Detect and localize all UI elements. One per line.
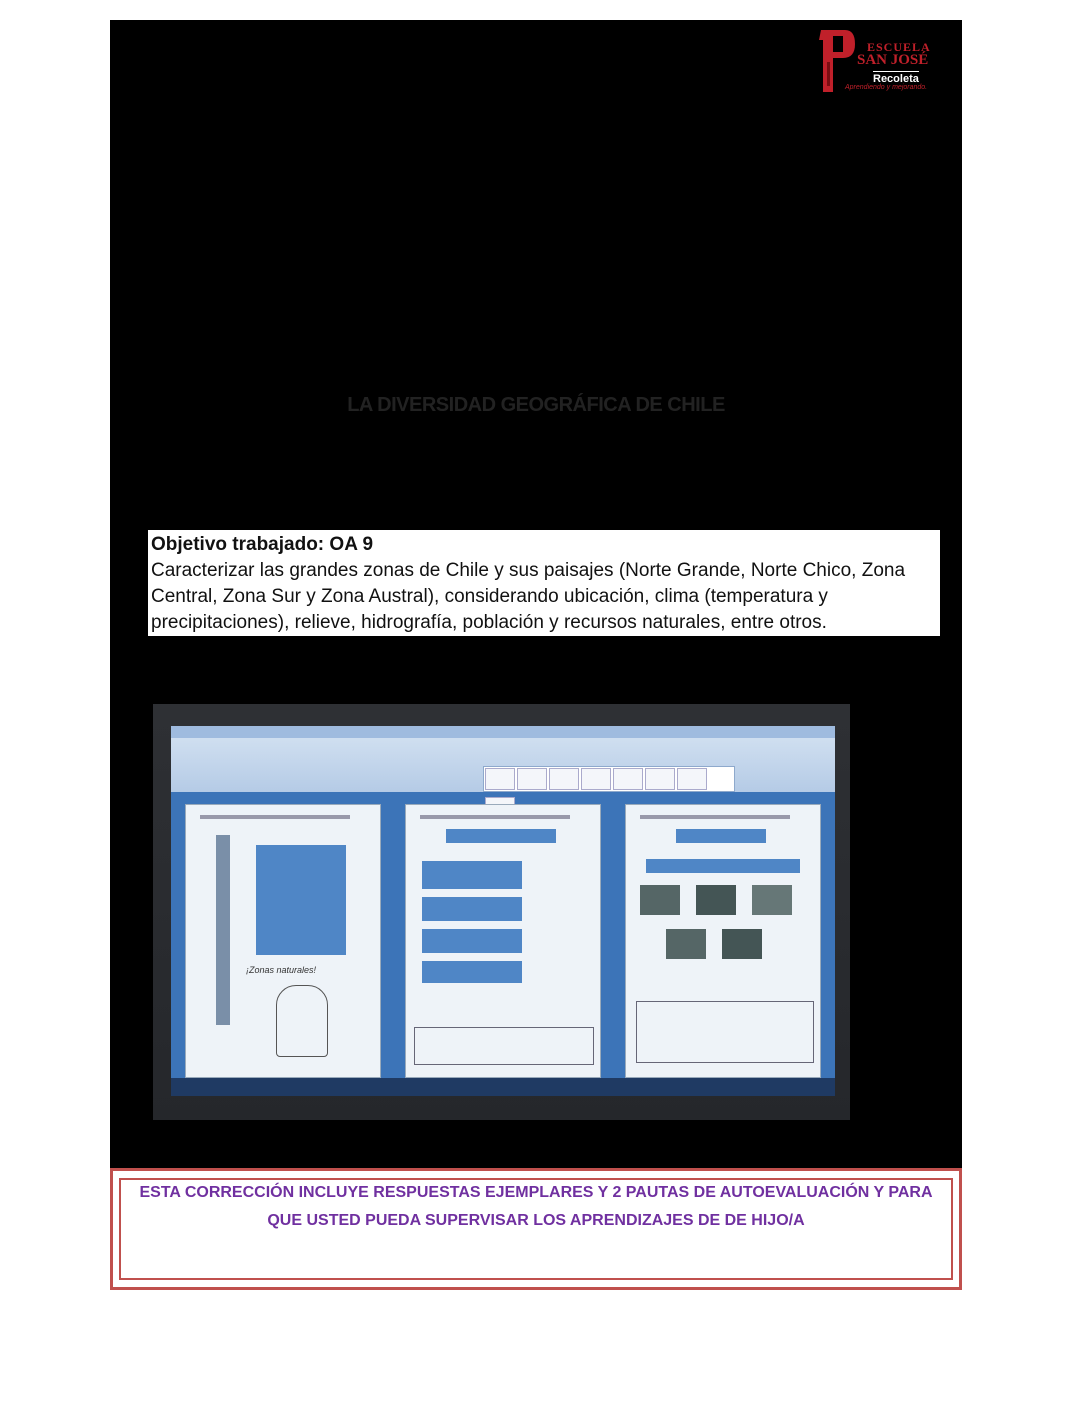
logo-tagline: Aprendiendo y mejorando. — [845, 84, 928, 91]
logo-line-2: SAN JOSÉ — [857, 52, 929, 68]
logo-line-1: ESCUELA — [867, 40, 931, 54]
objective-box — [148, 530, 940, 636]
logo-line-3: Recoleta — [873, 73, 919, 85]
monitor-screen — [171, 726, 835, 1096]
school-logo — [815, 26, 955, 94]
notice-box — [110, 1168, 962, 1290]
document-page-2 — [405, 804, 601, 1078]
windows-taskbar — [171, 1078, 835, 1096]
document-page-3 — [625, 804, 821, 1078]
notice-line-2: QUE USTED PUEDA SUPERVISAR LOS APRENDIZAJES DE DE HIJO/A — [267, 1212, 805, 1229]
page-title: LA DIVERSIDAD GEOGRÁFICA DE CHILE — [347, 394, 725, 416]
screen-photo — [153, 704, 850, 1120]
student-illustration — [276, 985, 328, 1057]
document-page-1 — [185, 804, 381, 1078]
ribbon-tabs — [171, 726, 835, 738]
objective-body: Caracterizar las grandes zonas de Chile y sus paisajes (Norte Grande, Norte Chico, Zona Central, Zona Sur y Zona Austral), considerando ubicación, clima (temperatura y precipitaciones), relieve, hidrografía, población y recursos naturales, entre otros. — [151, 560, 906, 633]
styles-gallery — [483, 766, 735, 792]
page-heading: ¡Zonas naturales! — [246, 965, 317, 975]
word-ribbon — [171, 726, 835, 792]
notice-line-1: ESTA CORRECCIÓN INCLUYE RESPUESTAS EJEMPLARES Y 2 PAUTAS DE AUTOEVALUACIÓN Y PARA — [139, 1184, 933, 1201]
objective-heading: Objetivo trabajado: OA 9 — [151, 534, 374, 555]
